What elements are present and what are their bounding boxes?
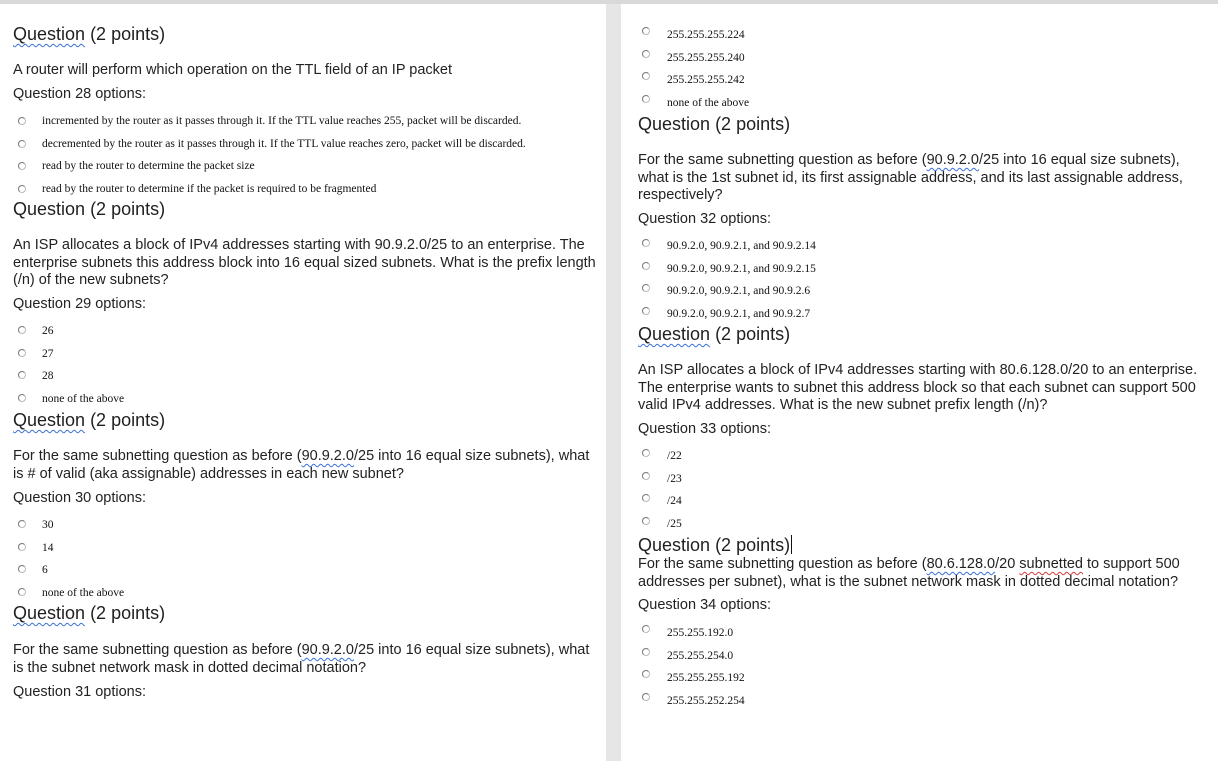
option-label: /22 — [667, 450, 682, 462]
question-points: (2 points) — [715, 324, 791, 344]
stem-text: /25 into 16 equal size subnets), what is the subnet network mask in dotted decimal notation? — [13, 642, 590, 676]
radio-button[interactable] — [18, 140, 26, 148]
stem-text: /20 — [995, 556, 1020, 572]
option-label: none of the above — [667, 97, 750, 109]
radio-button[interactable] — [18, 162, 26, 170]
stem-text: For the same subnetting question as before ( — [13, 642, 302, 658]
question-stem — [638, 556, 1210, 591]
option-label: /23 — [667, 473, 682, 485]
question-heading — [638, 323, 790, 345]
options-label: Question 31 options: — [13, 684, 147, 700]
option-label: 255.255.254.0 — [667, 650, 734, 662]
options-label: Question 32 options: — [638, 211, 772, 227]
question-heading-word: Question — [638, 535, 711, 555]
radio-button[interactable] — [642, 670, 650, 678]
stem-text: /25 into 16 equal size subnets), what is # of valid (aka assignable) addresses in each new subnet? — [13, 448, 590, 482]
question-points: (2 points) — [90, 410, 166, 430]
option-label: 255.255.255.242 — [667, 74, 745, 86]
question-heading — [638, 113, 790, 135]
radio-button[interactable] — [642, 648, 650, 656]
stem-text: to support 500 addresses per subnet), what is the subnet network mask in dotted decimal notation? — [638, 556, 1180, 590]
document-page-right — [621, 4, 1218, 761]
option-label: 255.255.252.254 — [667, 695, 745, 707]
question-stem — [13, 448, 598, 483]
question-heading-word: Question — [13, 24, 86, 44]
option-label: 26 — [42, 325, 54, 337]
radio-button[interactable] — [642, 494, 650, 502]
question-heading — [13, 198, 165, 220]
question-stem — [13, 642, 598, 677]
question-points: (2 points) — [715, 535, 791, 555]
radio-button[interactable] — [18, 565, 26, 573]
radio-button[interactable] — [18, 117, 26, 125]
option-label: 255.255.192.0 — [667, 627, 734, 639]
option-label: /24 — [667, 495, 682, 507]
option-label: 90.9.2.0, 90.9.2.1, and 90.9.2.14 — [667, 240, 816, 252]
stem-text: For the same subnetting question as before ( — [13, 448, 302, 464]
stem-text: For the same subnetting question as before ( — [638, 556, 927, 572]
radio-button[interactable] — [642, 517, 650, 525]
radio-button[interactable] — [18, 520, 26, 528]
option-label: none of the above — [42, 587, 125, 599]
options-label: Question 28 options: — [13, 86, 147, 102]
options-label: Question 29 options: — [13, 296, 147, 312]
question-heading-word: Question — [13, 603, 86, 623]
question-points: (2 points) — [90, 24, 166, 44]
question-heading — [13, 409, 165, 431]
options-label: Question 34 options: — [638, 597, 772, 613]
option-label: 30 — [42, 519, 54, 531]
radio-button[interactable] — [18, 326, 26, 334]
text-cursor — [791, 535, 792, 554]
option-label: 255.255.255.192 — [667, 672, 745, 684]
radio-button[interactable] — [642, 27, 650, 35]
option-label: read by the router to determine if the packet is required to be fragmented — [42, 183, 377, 195]
options-label: Question 30 options: — [13, 490, 147, 506]
question-stem: An ISP allocates a block of IPv4 addresses starting with 80.6.128.0/20 to an enterprise. The enterprise wants to subnet this address block so that each subnet can support 500 valid IPv4 addresses. What is the new subnet prefix length (/n)? — [638, 362, 1198, 413]
stem-spelling-flag: subnetted — [1019, 556, 1083, 572]
stem-reference: 90.9.2.0 — [301, 448, 354, 464]
stem-text: For the same subnetting question as before ( — [638, 152, 927, 168]
option-label: none of the above — [42, 393, 125, 405]
option-label: incremented by the router as it passes through it. If the TTL value reaches 255, packet will be discarded. — [42, 115, 522, 127]
radio-button[interactable] — [18, 394, 26, 402]
option-label: read by the router to determine the packet size — [42, 160, 255, 172]
radio-button[interactable] — [18, 371, 26, 379]
option-label: 14 — [42, 542, 54, 554]
question-stem: An ISP allocates a block of IPv4 addresses starting with 90.9.2.0/25 to an enterprise. The enterprise subnets this address block into 16 equal sized subnets. What is the prefix length (/n) of the new subnets? — [13, 237, 596, 288]
radio-button[interactable] — [642, 239, 650, 247]
radio-button[interactable] — [18, 185, 26, 193]
radio-button[interactable] — [642, 72, 650, 80]
document-page-left — [0, 4, 606, 761]
option-label: decremented by the router as it passes through it. If the TTL value reaches zero, packet will be discarded. — [42, 138, 526, 150]
option-label: 27 — [42, 348, 54, 360]
radio-button[interactable] — [18, 588, 26, 596]
radio-button[interactable] — [642, 284, 650, 292]
question-points: (2 points) — [715, 114, 791, 134]
stem-reference: 90.9.2.0 — [301, 642, 354, 658]
stem-text: /25 into 16 equal size subnets), what is the 1st subnet id, its first assignable address, and its last assignable address, respectively? — [638, 152, 1183, 203]
radio-button[interactable] — [642, 693, 650, 701]
radio-button[interactable] — [642, 472, 650, 480]
radio-button[interactable] — [642, 95, 650, 103]
option-label: 255.255.255.240 — [667, 52, 745, 64]
question-points: (2 points) — [90, 199, 166, 219]
question-heading-word: Question — [638, 114, 711, 134]
question-heading-word: Question — [13, 199, 86, 219]
question-heading-word: Question — [13, 410, 86, 430]
radio-button[interactable] — [642, 262, 650, 270]
radio-button[interactable] — [642, 50, 650, 58]
option-label: 90.9.2.0, 90.9.2.1, and 90.9.2.7 — [667, 308, 811, 320]
radio-button[interactable] — [18, 349, 26, 357]
radio-button[interactable] — [642, 449, 650, 457]
question-stem — [638, 152, 1210, 205]
radio-button[interactable] — [18, 543, 26, 551]
option-label: /25 — [667, 518, 682, 530]
option-label: 90.9.2.0, 90.9.2.1, and 90.9.2.15 — [667, 263, 816, 275]
stem-reference: 80.6.128.0 — [926, 556, 996, 572]
question-heading — [13, 602, 165, 624]
option-label: 90.9.2.0, 90.9.2.1, and 90.9.2.6 — [667, 285, 811, 297]
options-label: Question 33 options: — [638, 421, 772, 437]
question-heading — [638, 534, 792, 556]
option-label: 28 — [42, 370, 54, 382]
question-heading-word: Question — [638, 324, 711, 344]
option-label: 255.255.255.224 — [667, 29, 745, 41]
radio-button[interactable] — [642, 307, 650, 315]
stem-reference: 90.9.2.0 — [926, 152, 979, 168]
question-points: (2 points) — [90, 603, 166, 623]
question-heading — [13, 23, 165, 45]
question-stem: A router will perform which operation on the TTL field of an IP packet — [13, 62, 452, 78]
radio-button[interactable] — [642, 625, 650, 633]
option-label: 6 — [42, 564, 48, 576]
